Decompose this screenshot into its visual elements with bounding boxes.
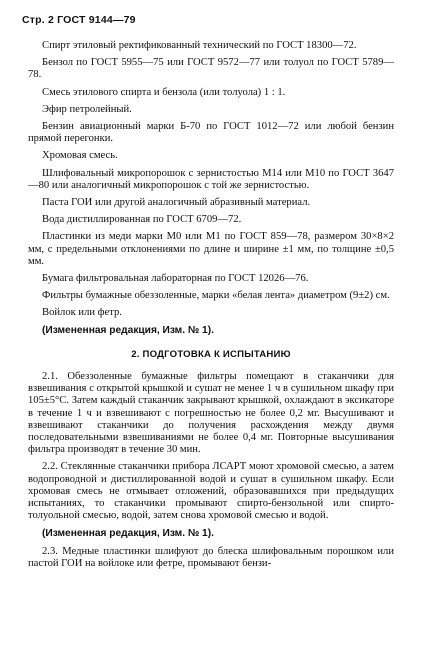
paragraph-2-2: 2.2. Стеклянные стаканчики прибора ЛСАРТ моют хромовой смесью, а затем водопроводной и дистиллированной водой и сушат в сушильном шкафу. Если хромовая смесь не отмывает отложений, образовавшихся при предыдущих испытаниях, то стаканчики промывают спирто-бензольной или спирто-толуольной смесью, водой, затем снова хромовой смесью и водой. — [28, 461, 394, 522]
paragraph-2-1: 2.1. Обеззоленные бумажные фильтры помещают в стаканчики для взвешивания с открытой крышкой и сушат не менее 1 ч в сушильном шкафу при 105±5°С. Затем каждый стаканчик закрывают крышкой, охлаждают в эксикаторе в течение 1 ч и взвешивают с погрешностью не более 0,2 мг. Высушивают и взвешивают стаканчики до получения расхождения между двумя последовательными взвешиваниями не более 0,4 мг. Повторные высушивания фильтра производят в течение 30 мин. — [28, 371, 394, 456]
edit-note: (Измененная редакция, Изм. № 1). — [42, 527, 214, 539]
material-item: Войлок или фетр. — [42, 307, 122, 319]
material-item: Паста ГОИ или другой аналогичный абразивный материал. — [42, 197, 311, 209]
material-item: Шлифовальный микропорошок с зернистостью М14 или М10 по ГОСТ 3647—80 или аналогичный микропорошок с той же зернистостью. — [28, 167, 394, 191]
section-title: 2. ПОДГОТОВКА К ИСПЫТАНИЮ — [131, 348, 291, 360]
material-item: Эфир петролейный. — [42, 103, 132, 115]
paragraph-2-3: 2.3. Медные пластинки шлифуют до блеска шлифовальным порошком или пастой ГОИ на войлоке или фетре, промывают бензи- — [28, 545, 394, 569]
material-item: Спирт этиловый ректификованный технический по ГОСТ 18300—72. — [42, 40, 357, 51]
edit-note: (Измененная редакция, Изм. № 1). — [42, 324, 214, 336]
material-item: Смесь этилового спирта и бензола (или толуола) 1 : 1. — [42, 86, 286, 98]
material-item: Хромовая смесь. — [42, 150, 118, 162]
material-item: Бумага фильтровальная лабораторная по ГОСТ 12026—76. — [42, 273, 309, 285]
document-body — [28, 40, 394, 575]
material-item: Бензол по ГОСТ 5955—75 или ГОСТ 9572—77 или толуол по ГОСТ 5789—78. — [28, 57, 394, 81]
material-item: Пластинки из меди марки М0 или М1 по ГОСТ 859—78, размером 30×8×2 мм, с предельными отклонениями по длине и ширине ±1 мм, по толщине ±0,5 мм. — [28, 231, 394, 267]
page-header: Стр. 2 ГОСТ 9144—79 — [22, 14, 136, 26]
material-item: Бензин авиационный марки Б-70 по ГОСТ 1012—72 или любой бензин прямой перегонки. — [28, 121, 394, 145]
material-item: Фильтры бумажные обеззоленные, марки «белая лента» диаметром (9±2) см. — [42, 290, 390, 302]
material-item: Вода дистиллированная по ГОСТ 6709—72. — [42, 214, 242, 226]
